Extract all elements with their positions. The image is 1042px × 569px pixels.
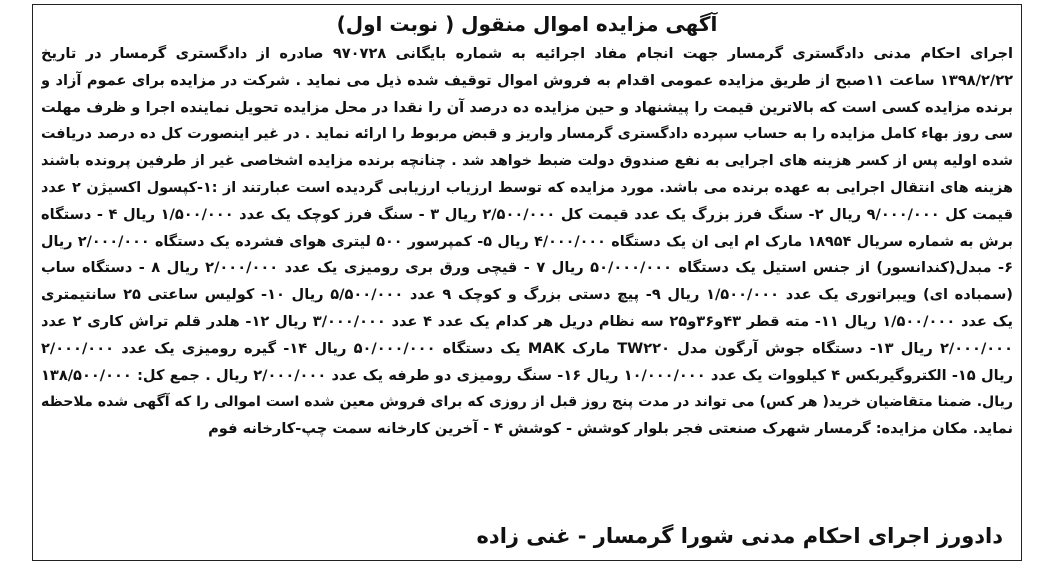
body-line: ۲/۰۰۰/۰۰۰ ریال ۱۳- دستگاه جوش آرگون مدل TW۲۲۰ مارک MAK یک دستگاه ۵۰/۰۰۰/۰۰۰ ریال ۱۴- گیره رومیزی یک عدد ۲/۰۰۰/۰۰۰ — [41, 339, 1013, 357]
body-line: شده اولیه پس از کسر هزینه های اجرایی به نفع صندوق دولت ضبط خواهد شد . چنانچه برنده مزایده اشخاصی غیر از طرفین پرونده باشند — [41, 153, 1013, 170]
body-line: اجرای احکام مدنی دادگستری گرمسار جهت انجام مفاد اجرائیه به شماره بایگانی ۹۷۰۷۲۸ صادره از دادگستری گرمسار در تاریخ — [41, 45, 1013, 62]
body-line: برش به شماره سریال ۱۸۹۵۴ مارک ام ایی ان یک دستگاه ۴/۰۰۰/۰۰۰ ریال ۵- کمپرسور ۵۰۰ لیتری هوای فشرده یک دستگاه ۲/۰۰۰/۰۰۰ ریال — [41, 233, 1013, 250]
body-line: برنده مزایده کسی است که بالاترین قیمت را پیشنهاد و حین مزایده ده درصد آن را نقدا در محل مزایده تحویل نماینده اجرا و ظرف مهلت — [41, 98, 1013, 116]
notice-frame — [32, 4, 1022, 561]
body-line: ۱۳۹۸/۲/۲۲ ساعت ۱۱صبح از طریق مزایده عمومی اقدام به فروش اموال توقیف شده ذیل می نماید . شرکت در مزایده برای عموم آزاد و — [41, 71, 1013, 89]
body-line: نماید. مکان مزایده: گرمسار شهرک صنعتی فجر بلوار کوشش - کوشش ۴ - آخرین کارخانه سمت چپ-کارخانه فوم — [208, 420, 1013, 438]
body-line: یک عدد ۱/۵۰۰/۰۰۰ ریال ۱۱- مته قطر ۴۳و۳۶و۲۵ سه نظام دریل هر کدام یک عدد ۴ عدد ۳/۰۰۰/۰۰۰ ریال ۱۲- هلدر قلم تراش کاری ۲ عدد — [41, 312, 1013, 330]
notice-title: آگهی مزایده اموال منقول ( نوبت اول) — [336, 12, 718, 36]
body-line: (سمباده ای) ویبراتوری یک عدد ۱/۵۰۰/۰۰۰ ریال ۹- پیچ دستی بزرگ و کوچک ۹ عدد ۵/۵۰۰/۰۰۰ ریال ۱۰- کولیس ساعتی ۲۵ سانتیمتری — [41, 286, 1013, 304]
body-line: هزینه های انتقال اجرایی به عهده برنده می باشد. مورد مزایده که توسط ارزیاب ارزیابی گردیده است عبارتند از :۱-کپسول اکسیژن ۲ عدد — [41, 179, 1013, 196]
body-line: ریال ۱۵- الکتروگیربکس ۴ کیلووات یک عدد ۱۰/۰۰۰/۰۰۰ ریال ۱۶- سنگ رومیزی دو طرفه یک عدد ۲/۰۰۰/۰۰۰ ریال . جمع کل: ۱۳۸/۵۰۰/۰۰۰ — [41, 366, 1013, 384]
body-line: سی روز بهاء کامل مزایده را به حساب سپرده دادگستری گرمسار واریز و قبض مربوط را ارائه نماید . در غیر اینصورت کل ده درصد دریافت — [41, 126, 1013, 143]
body-line: ریال. ضمنا متقاضیان خرید( هر کس) می تواند در مدت پنج روز قبل از روزی که برای فروش معین شده است اموالی را که آگهی شده ملاحظه — [41, 394, 1013, 411]
body-line: ۶- مبدل(کندانسور) از جنس استیل یک دستگاه ۵۰/۰۰۰/۰۰۰ ریال ۷ - قیچی ورق بری رومیزی یک عدد ۲/۰۰۰/۰۰۰ ریال ۸ - دستگاه ساب — [41, 259, 1013, 277]
notice-body — [41, 41, 1013, 443]
signature: دادورز اجرای احکام مدنی شورا گرمسار - غنی زاده — [476, 524, 1003, 548]
body-line: قیمت کل ۹/۰۰۰/۰۰۰ ریال ۲- سنگ فرز بزرگ یک عدد قیمت کل ۲/۵۰۰/۰۰۰ ریال ۳ - سنگ فرز کوچک یک عدد ۱/۵۰۰/۰۰۰ ریال ۴ - دستگاه — [41, 205, 1013, 223]
